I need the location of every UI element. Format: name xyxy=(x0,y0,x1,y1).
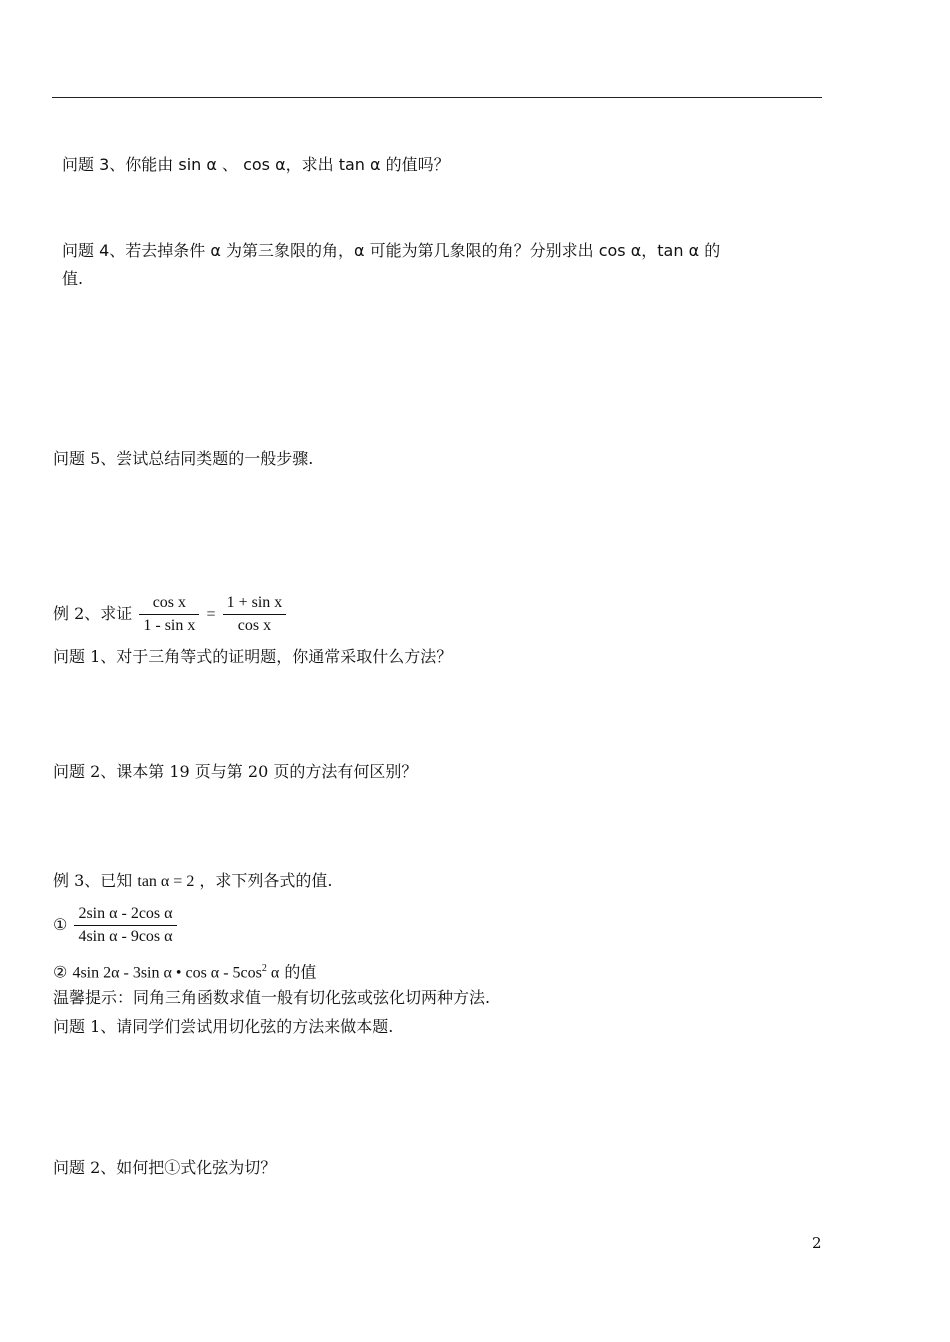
rhs-numerator: 1 + sin x xyxy=(223,592,287,615)
example-2-rhs-fraction xyxy=(223,592,287,637)
example-2-lhs-fraction xyxy=(139,592,199,637)
item-2-exponent: 2 xyxy=(261,963,267,974)
example-3-given: tan α = 2 xyxy=(137,873,195,890)
lhs-denominator: 1 - sin x xyxy=(143,617,196,634)
example-2-label: 例 2、求证 xyxy=(53,604,133,623)
question-5: 问题 5、尝试总结同类题的一般步骤. xyxy=(53,449,314,468)
example-3-question-2: 问题 2、如何把①式化弦为切？ xyxy=(53,1158,277,1177)
item-2-expression-end: α xyxy=(266,964,280,982)
example-2-question-1: 问题 1、对于三角等式的证明题，你通常采取什么方法？ xyxy=(53,647,453,666)
question-3: 问题 3、你能由 sin α 、 cos α，求出 tan α 的值吗？ xyxy=(62,155,450,174)
equals-sign: = xyxy=(206,606,216,623)
example-3 xyxy=(53,870,333,893)
example-3-tail: ，求下列各式的值. xyxy=(199,871,333,890)
lhs-numerator: cos x xyxy=(139,592,199,615)
item-1-marker: ① xyxy=(53,915,68,934)
example-3-item-1 xyxy=(53,903,179,948)
example-2-question-2: 问题 2、课本第 19 页与第 20 页的方法有何区别？ xyxy=(53,762,418,781)
example-3-item-2 xyxy=(53,958,316,984)
item-2-marker: ② xyxy=(53,962,68,982)
question-4-line-2: 值. xyxy=(62,269,84,288)
tip: 温馨提示：同角三角函数求值一般有切化弦或弦化切两种方法. xyxy=(53,988,491,1007)
question-4-line-1: 问题 4、若去掉条件 α 为第三象限的角，α 可能为第几象限的角？分别求出 cos α，tan α 的 xyxy=(62,241,721,260)
item-1-numerator: 2sin α - 2cos α xyxy=(74,903,176,926)
item-2-expression: 4sin 2α - 3sin α • cos α - 5cos xyxy=(72,964,262,982)
page-number: 2 xyxy=(812,1234,822,1252)
item-1-fraction xyxy=(74,903,176,948)
rhs-denominator: cos x xyxy=(237,617,272,634)
example-3-question-1: 问题 1、请同学们尝试用切化弦的方法来做本题. xyxy=(53,1017,394,1036)
item-2-tail: 的值 xyxy=(284,962,317,982)
example-2 xyxy=(53,592,288,637)
header-rule xyxy=(52,97,822,98)
item-1-denominator: 4sin α - 9cos α xyxy=(78,928,173,945)
example-3-label: 例 3、已知 xyxy=(53,871,133,890)
